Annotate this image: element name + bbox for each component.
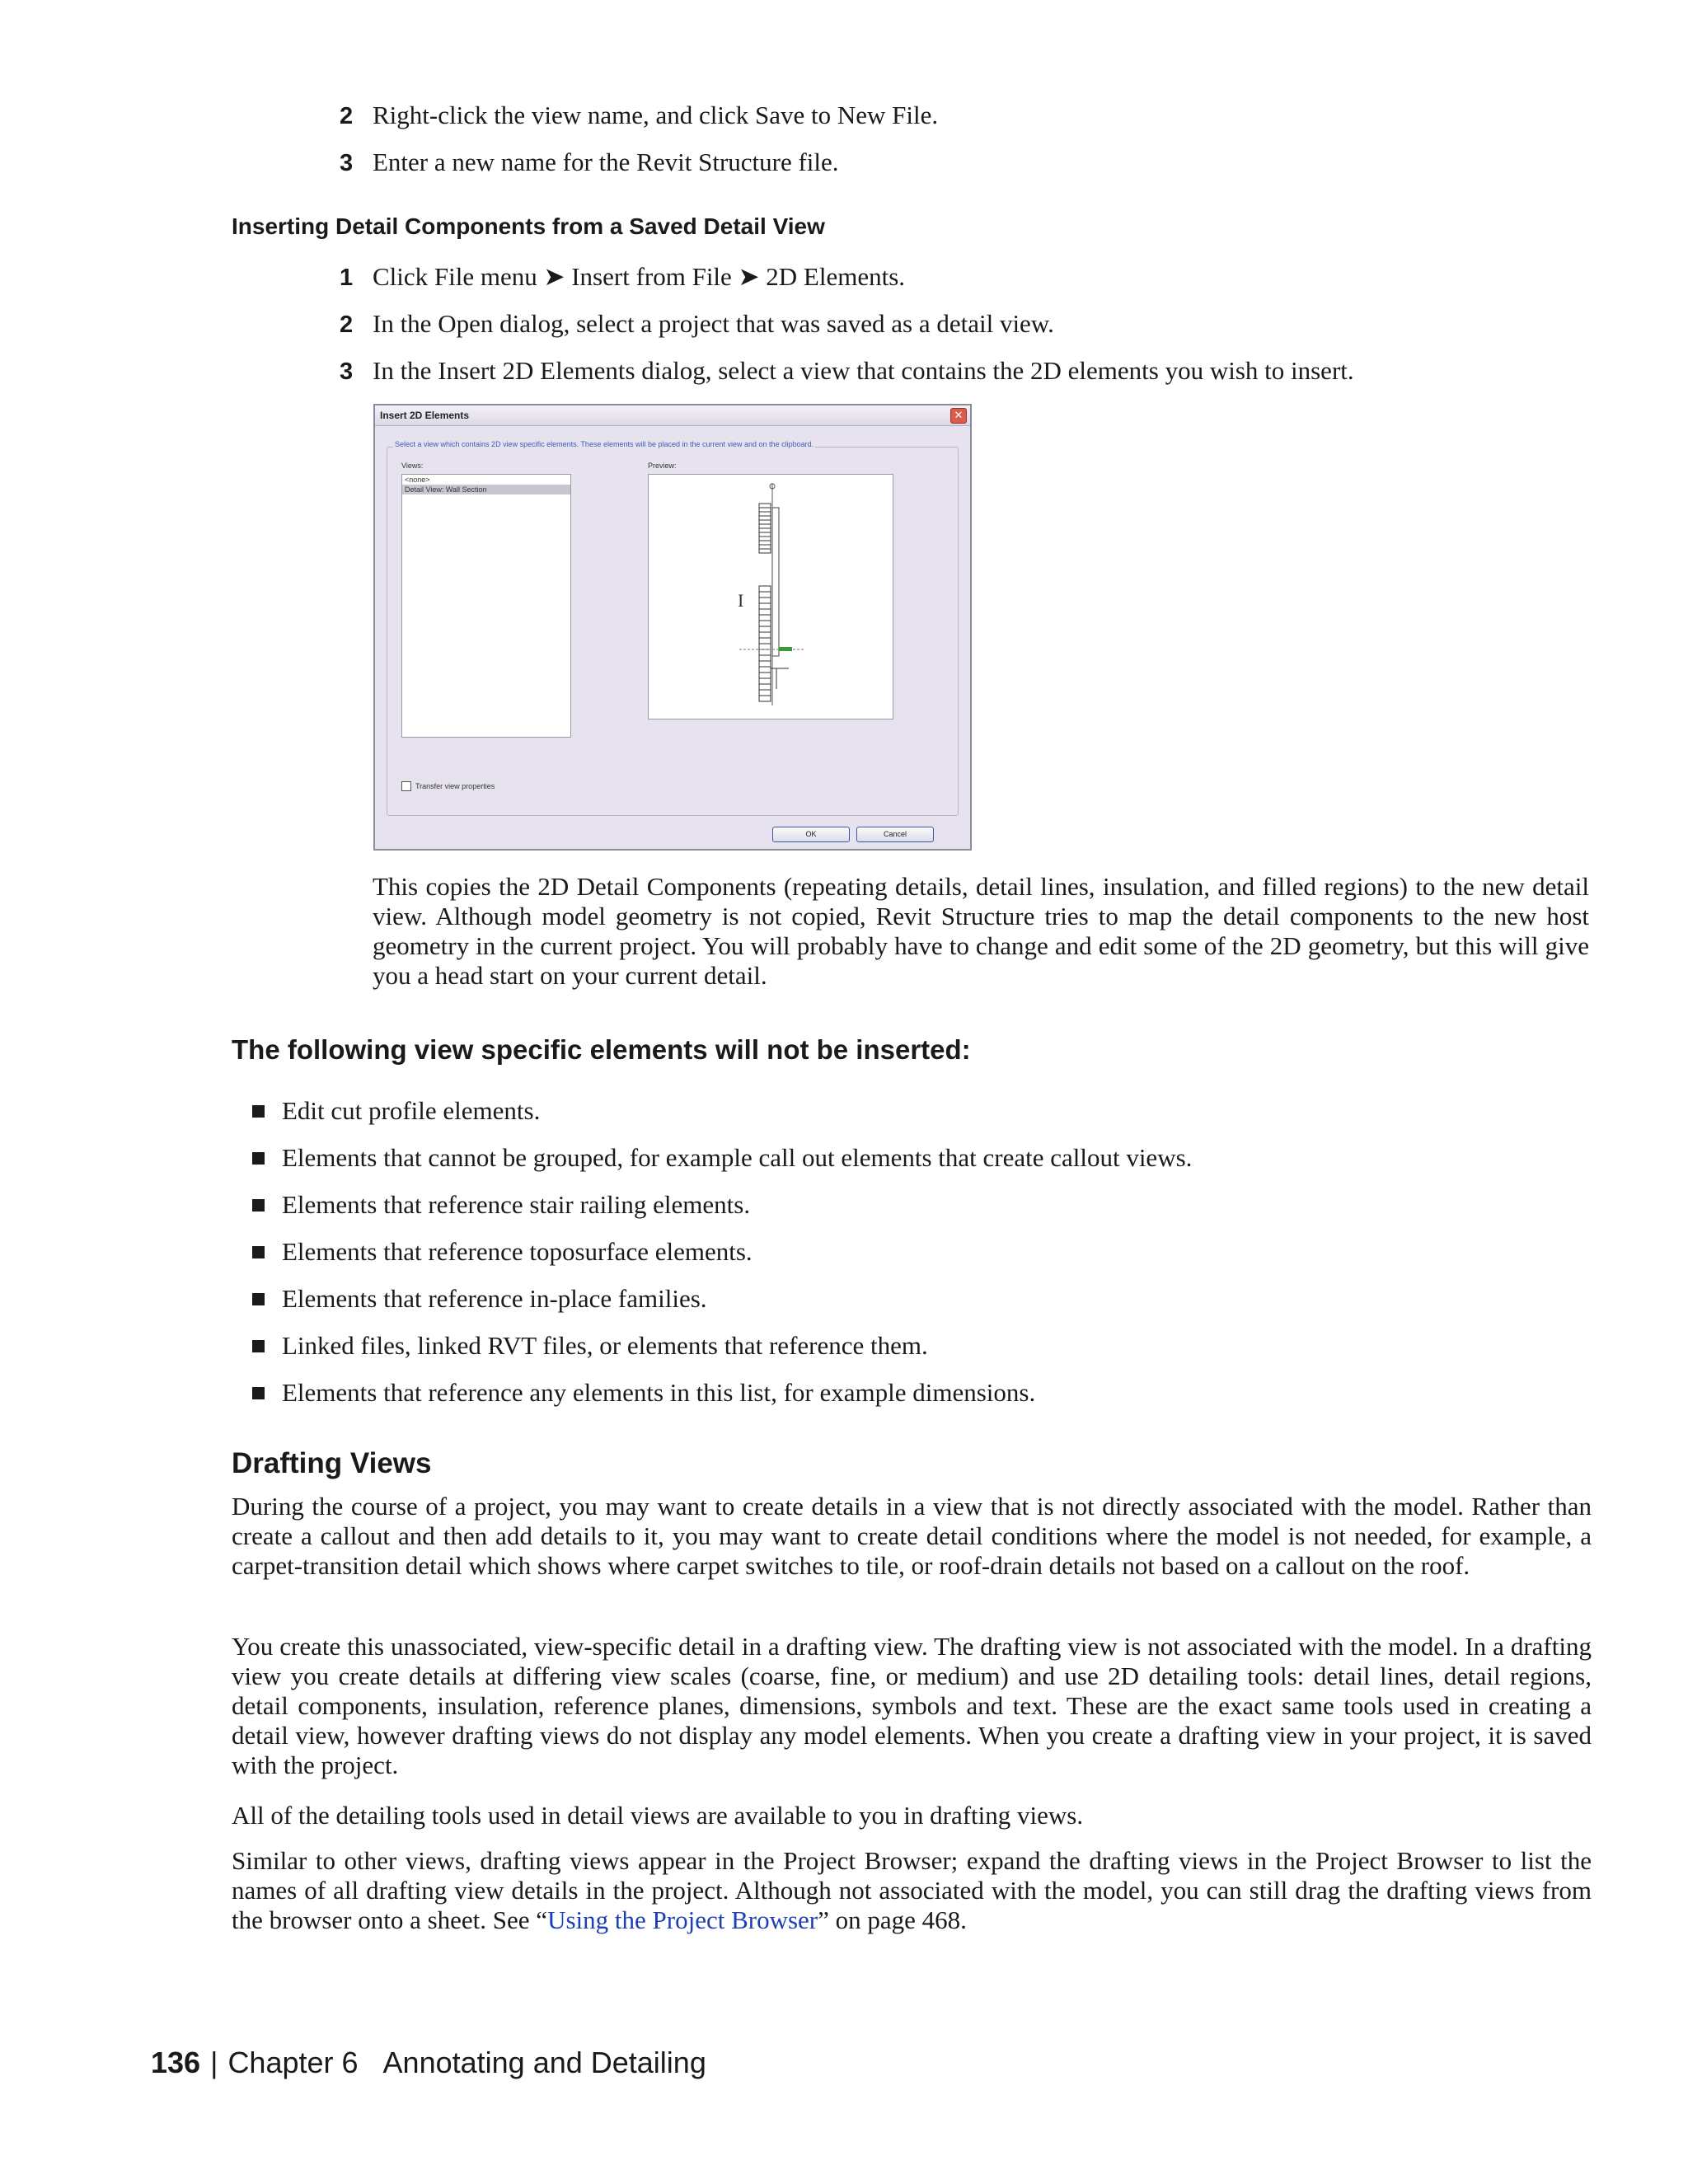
list-item bbox=[252, 1378, 1035, 1408]
step-item bbox=[340, 262, 905, 292]
transfer-view-properties-checkbox[interactable] bbox=[401, 781, 495, 791]
list-item bbox=[252, 1096, 540, 1126]
paragraph-text: Similar to other views, drafting views appear in the Project Browser; expand the drafting views in the Project Browser to list the names of all drafting view details in the project. Although not associated with the model, you can still drag the drafting views from the browser onto a sheet. See “ bbox=[232, 1846, 1592, 1934]
bullet-icon bbox=[252, 1246, 265, 1258]
bullet-icon bbox=[252, 1293, 265, 1305]
dialog-instruction: Select a view which contains 2D view specific elements. These elements will be placed in the current view and on the clipboard. bbox=[395, 440, 814, 448]
list-item-text: Edit cut profile elements. bbox=[282, 1096, 541, 1125]
bullet-icon bbox=[252, 1199, 265, 1212]
preview-pane bbox=[648, 474, 893, 719]
page-number: 136 bbox=[151, 2046, 201, 2079]
step-number: 1 bbox=[340, 265, 354, 291]
step-number: 2 bbox=[340, 103, 354, 129]
paragraph-text: ” on page 468. bbox=[818, 1905, 967, 1934]
cancel-button[interactable]: Cancel bbox=[856, 827, 934, 842]
step-number: 2 bbox=[340, 312, 354, 338]
drafting-paragraph: You create this unassociated, view-specific detail in a drafting view. The drafting view is not associated with the model. In a drafting view you create details at differing view scales (coarse, fine, or medium) and use 2D detailing tools: detail lines, detail regions, detail components, insulation, reference planes, dimensions, symbols and text. These are the exact same tools used in creating a detail view, however drafting views do not display any model elements. When you create a drafting view in your project, it is saved with the project. bbox=[232, 1632, 1592, 1779]
bullet-icon bbox=[252, 1105, 265, 1118]
dialog-title: Insert 2D Elements bbox=[380, 410, 470, 421]
list-item-text: Elements that reference any elements in this list, for example dimensions. bbox=[282, 1378, 1036, 1407]
list-item-text: Linked files, linked RVT files, or elements that reference them. bbox=[282, 1331, 928, 1360]
copy-paragraph: This copies the 2D Detail Components (repeating details, detail lines, insulation, and filled regions) to the new detail view. Although model geometry is not copied, Revit Structure tries to map the detail components to the new host geometry in the current project. You will probably have to change and edit some of the 2D geometry, but this will give you a head start on your current detail. bbox=[373, 872, 1589, 990]
views-list-item-selected[interactable]: Detail View: Wall Section bbox=[402, 485, 570, 494]
step-text: In the Open dialog, select a project that was saved as a detail view. bbox=[373, 309, 1054, 338]
drafting-views-heading: Drafting Views bbox=[232, 1447, 432, 1479]
step-text: In the Insert 2D Elements dialog, select a view that contains the 2D elements you wish to insert. bbox=[373, 356, 1354, 385]
step-text: Click File menu ➤ Insert from File ➤ 2D Elements. bbox=[373, 262, 906, 291]
list-item-text: Elements that reference stair railing elements. bbox=[282, 1190, 751, 1219]
views-list[interactable] bbox=[401, 474, 571, 738]
step-number: 3 bbox=[340, 150, 354, 176]
list-item-text: Elements that cannot be grouped, for example call out elements that create callout views. bbox=[282, 1143, 1193, 1172]
not-inserted-heading: The following view specific elements will not be inserted: bbox=[232, 1034, 971, 1065]
bullet-icon bbox=[252, 1340, 265, 1352]
list-item bbox=[252, 1190, 750, 1220]
bullet-icon bbox=[252, 1152, 265, 1165]
list-item bbox=[252, 1284, 707, 1314]
project-browser-paragraph bbox=[232, 1846, 1592, 1935]
ok-button[interactable]: OK bbox=[772, 827, 850, 842]
text-cursor-icon: I bbox=[738, 590, 744, 611]
close-icon[interactable]: ✕ bbox=[950, 408, 967, 424]
checkbox-box[interactable] bbox=[401, 781, 411, 791]
drafting-paragraph: During the course of a project, you may want to create details in a view that is not directly associated with the model. Rather than create a callout and then add details to it, you may want to create detail conditions where the model is not needed, for example, a carpet-transition detail which shows where carpet switches to tile, or roof-drain details not based on a callout on the roof. bbox=[232, 1492, 1592, 1580]
step-item bbox=[340, 148, 839, 177]
views-list-item[interactable]: <none> bbox=[405, 476, 430, 484]
list-item bbox=[252, 1237, 753, 1267]
step-item bbox=[340, 356, 1354, 386]
step-item bbox=[340, 309, 1054, 339]
list-item-text: Elements that reference toposurface elements. bbox=[282, 1237, 753, 1266]
wall-section-preview bbox=[649, 475, 893, 719]
step-number: 3 bbox=[340, 359, 354, 385]
step-item bbox=[340, 101, 938, 130]
dialog-titlebar bbox=[375, 405, 970, 426]
bullet-icon bbox=[252, 1387, 265, 1399]
page-footer bbox=[151, 2046, 706, 2080]
step-text: Enter a new name for the Revit Structure file. bbox=[373, 148, 839, 176]
step-text: Right-click the view name, and click Save to New File. bbox=[373, 101, 939, 129]
insert-2d-elements-dialog bbox=[373, 404, 972, 851]
list-item bbox=[252, 1331, 928, 1361]
drafting-paragraph: All of the detailing tools used in detail views are available to you in drafting views. bbox=[232, 1801, 1084, 1830]
views-label: Views: bbox=[401, 462, 424, 470]
section-heading: Inserting Detail Components from a Saved Detail View bbox=[232, 213, 825, 239]
project-browser-link[interactable]: Using the Project Browser bbox=[547, 1905, 818, 1934]
chapter-title: Annotating and Detailing bbox=[382, 2046, 706, 2079]
checkbox-label: Transfer view properties bbox=[415, 782, 495, 790]
footer-separator: | bbox=[210, 2046, 218, 2079]
list-item-text: Elements that reference in-place families. bbox=[282, 1284, 707, 1313]
list-item bbox=[252, 1143, 1192, 1173]
chapter-label: Chapter 6 bbox=[227, 2046, 359, 2079]
preview-label: Preview: bbox=[648, 462, 677, 470]
